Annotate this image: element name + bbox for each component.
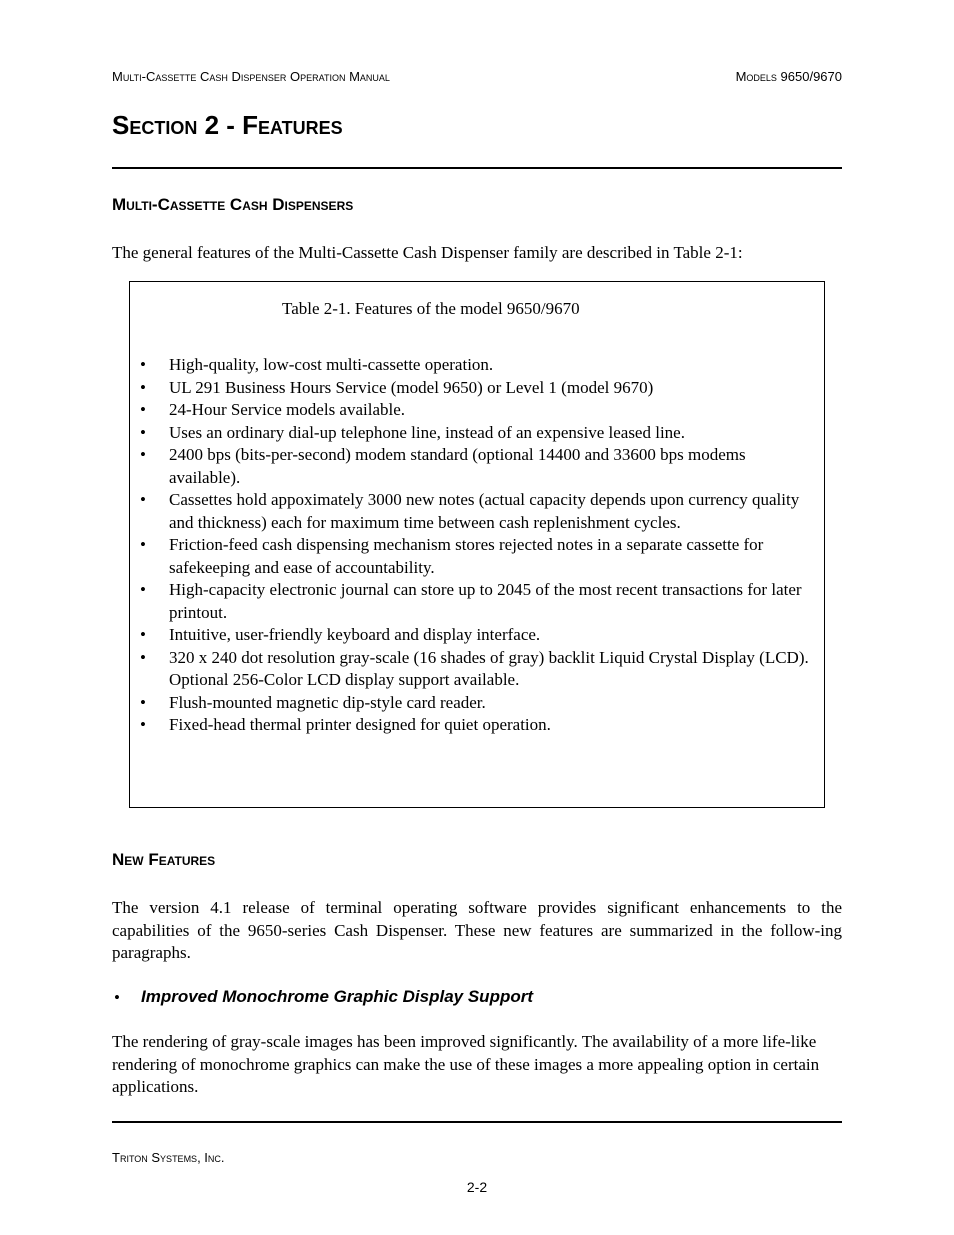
list-item [140,624,812,647]
bullet-icon: • [140,490,146,509]
list-item [140,489,812,534]
monochrome-paragraph: The rendering of gray-scale images has been improved significantly. The availability of a more life-like rendering of monochrome graphics can make the use of these images a more appealing option in certain applications. [112,1032,820,1096]
running-header-title: Multi-Cassette Cash Dispenser Operation Manual [112,69,390,84]
list-item [140,714,812,737]
list-item [140,354,812,377]
title-divider [112,167,842,169]
bullet-icon: • [140,355,146,374]
list-item [140,377,812,400]
feature-text: 24-Hour Service models available. [169,400,406,419]
bullet-icon: • [140,377,146,397]
feature-text: Cassettes hold appoximately 3000 new notes (actual capacity depends upon currency quality and thickness) each for maximum time between cash replenishment cycles. [169,490,800,532]
bullet-icon: • [140,647,146,667]
table-caption: Table 2-1. Features of the model 9650/9670 [282,299,580,318]
feature-text: High-capacity electronic journal can store up to 2045 of the most recent transactions for later printout. [169,580,802,622]
bullet-icon: • [140,625,146,644]
list-item [140,399,812,422]
bullet-icon: • [140,580,146,599]
feature-heading-monochrome: Improved Monochrome Graphic Display Support [141,987,533,1006]
bullet-icon: • [140,692,146,712]
new-features-paragraph: The version 4.1 release of terminal operating software provides significant enhancements to the capabilities of the 9650-series Cash Dispenser. These new features are summarized in the follow-ing paragraphs. [112,898,842,962]
bullet-icon: • [140,400,146,419]
list-item [140,647,812,692]
feature-text: Intuitive, user-friendly keyboard and display interface. [169,625,541,644]
bullet-icon: • [140,422,146,442]
feature-text: 2400 bps (bits-per-second) modem standard (optional 14400 and 33600 bps modems available). [169,445,746,487]
list-item [140,534,812,579]
list-item [140,692,812,715]
feature-text: 320 x 240 dot resolution gray-scale (16 shades of gray) backlit Liquid Crystal Display (LCD). Optional 256-Color LCD display support available. [169,647,809,689]
feature-text: Uses an ordinary dial-up telephone line, instead of an expensive leased line. [169,422,685,442]
bullet-icon: • [140,445,146,464]
page-number: 2-2 [466,1179,488,1195]
feature-text: High-quality, low-cost multi-cassette operation. [169,355,494,374]
footer-divider [112,1121,842,1123]
bullet-icon: • [140,535,146,554]
list-item [140,422,812,445]
list-item [140,444,812,489]
subsection-heading-new-features: New Features [112,850,216,869]
feature-text: UL 291 Business Hours Service (model 9650) or Level 1 (model 9670) [169,377,654,397]
feature-text: Flush-mounted magnetic dip-style card reader. [169,692,486,712]
bullet-icon: • [140,715,146,734]
feature-text: Friction-feed cash dispensing mechanism stores rejected notes in a separate cassette for safekeeping and ease of accountability. [169,535,764,577]
feature-text: Fixed-head thermal printer designed for quiet operation. [169,715,551,734]
subsection-heading-cash-dispensers: Multi-Cassette Cash Dispensers [112,195,354,214]
bullet-icon: • [114,988,120,1007]
intro-paragraph: The general features of the Multi-Cassette Cash Dispenser family are described in Table 2-1: [112,243,743,262]
list-item [140,579,812,624]
feature-list [140,354,812,737]
footer-company: Triton Systems, Inc. [112,1150,225,1165]
running-header-models: Models 9650/9670 [735,69,842,84]
section-title: Section 2 - Features [112,110,343,140]
